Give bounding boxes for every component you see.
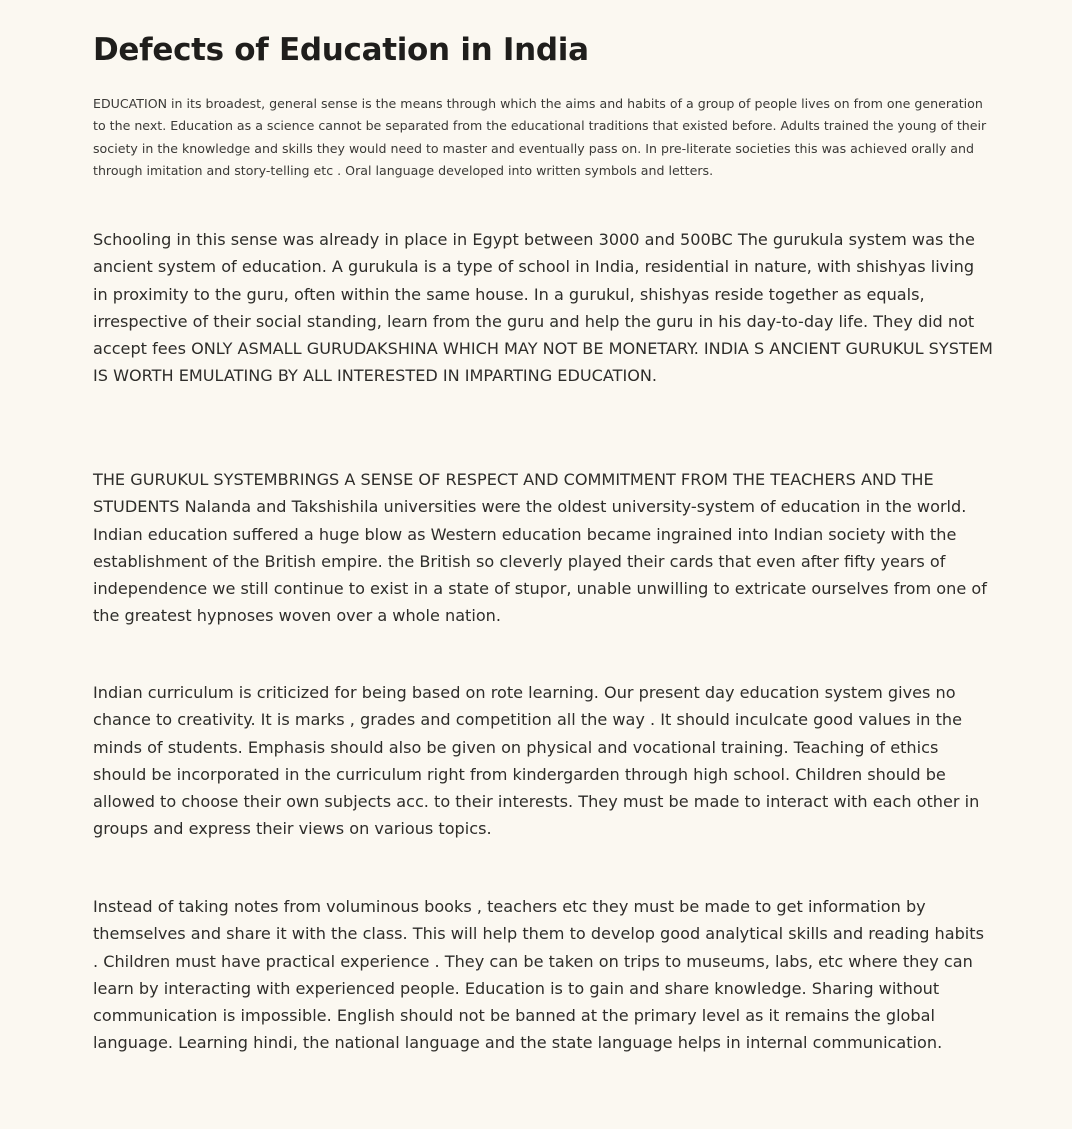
body-paragraph-1: Schooling in this sense was already in place in Egypt between 3000 and 500BC The gurukula system was the ancient system of education. A gurukula is a type of school in India, residential in nature, with shishyas living in proximity to the guru, often within the same house. In a gurukul, shishyas reside together as equals, irrespective of their social standing, learn from the guru and help the guru in his day-to-day life. They did not accept fees ONLY ASMALL GURUDAKSHINA WHICH MAY NOT BE MONETARY. INDIA S ANCIENT GURUKUL SYSTEM IS WORTH EMULATING BY ALL INTERESTED IN IMPARTING EDUCATION.: [93, 230, 993, 386]
intro-paragraph: EDUCATION in its broadest, general sense is the means through which the aims and habits of a group of people lives on from one generation to the next. Education as a science cannot be separated from the educational traditions that existed before. Adults trained the young of their society in the knowledge and skills they would need to master and eventually pass on. In pre-literate societies this was achieved orally and through imitation and story-telling etc . Oral language developed into written symbols and letters.: [93, 96, 987, 179]
document-title: Defects of Education in India: [93, 32, 589, 68]
body-paragraph-4: Instead of taking notes from voluminous books , teachers etc they must be made to get information by themselves and share it with the class. This will help them to develop good analytical skills and reading habits . Children must have practical experience . They can be taken on trips to museums, labs, etc where they can learn by interacting with experienced people. Education is to gain and share knowledge. Sharing without communication is impossible. English should not be banned at the primary level as it remains the global language. Learning hindi, the national language and the state language helps in internal communication.: [93, 897, 984, 1053]
body-paragraph-2: THE GURUKUL SYSTEMBRINGS A SENSE OF RESPECT AND COMMITMENT FROM THE TEACHERS AND THE STUDENTS Nalanda and Takshishila universities were the oldest university-system of education in the world. Indian education suffered a huge blow as Western education became ingrained into Indian society with the establishment of the British empire. the British so cleverly played their cards that even after fifty years of independence we still continue to exist in a state of stupor, unable unwilling to extricate ourselves from one of the greatest hypnoses woven over a whole nation.: [93, 470, 987, 626]
body-paragraph-3: Indian curriculum is criticized for being based on rote learning. Our present day education system gives no chance to creativity. It is marks , grades and competition all the way . It should inculcate good values in the minds of students. Emphasis should also be given on physical and vocational training. Teaching of ethics should be incorporated in the curriculum right from kindergarden through high school. Children should be allowed to choose their own subjects acc. to their interests. They must be made to interact with each other in groups and express their views on various topics.: [93, 683, 980, 839]
